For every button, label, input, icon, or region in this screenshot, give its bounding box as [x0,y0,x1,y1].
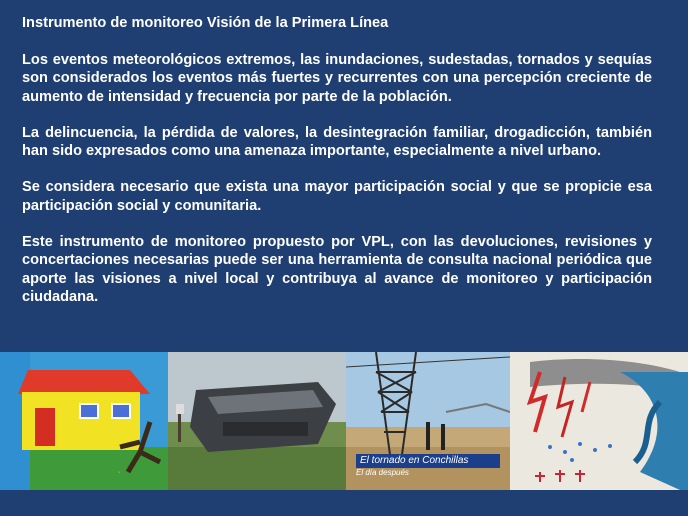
paragraph-monitoring-tool: Este instrumento de monitoreo propuesto por VPL, con las devoluciones, revisiones y concertaciones necesarias puede ser una herramienta de consulta nacional periódica que aporte las visiones a nivel local y contribuya al avance de monitoreo y participación ciudadana. [22,233,652,305]
news-caption: El tornado en Conchillas [356,454,500,468]
paragraph-weather-events: Los eventos meteorológicos extremos, las inundaciones, sudestadas, tornados y sequías son considerados los eventos más fuertes y recurrentes con una percepción creciente de aumento de intensidad y frecuencia por parte de la población. [22,51,652,105]
news-subcaption: El día después [356,468,409,477]
slide-title: Instrumento de monitoreo Visión de la Primera Línea [22,15,389,31]
child-drawing-storm-image [510,352,688,490]
paragraph-social-threats: La delincuencia, la pérdida de valores, la desintegración familiar, drogadicción, también han sido expresados como una amenaza importante, especialmente a nivel urbano. [22,124,652,159]
child-drawing-house-image [0,352,168,490]
photo-strip [0,352,688,490]
slide-text-block [22,14,652,324]
svg-text:·: · [118,469,121,476]
tornado-news-image [346,352,510,490]
overturned-bus-image [168,352,346,490]
paragraph-participation: Se considera necesario que exista una mayor participación social y que se propicie esa participación social y comunitaria. [22,179,652,214]
